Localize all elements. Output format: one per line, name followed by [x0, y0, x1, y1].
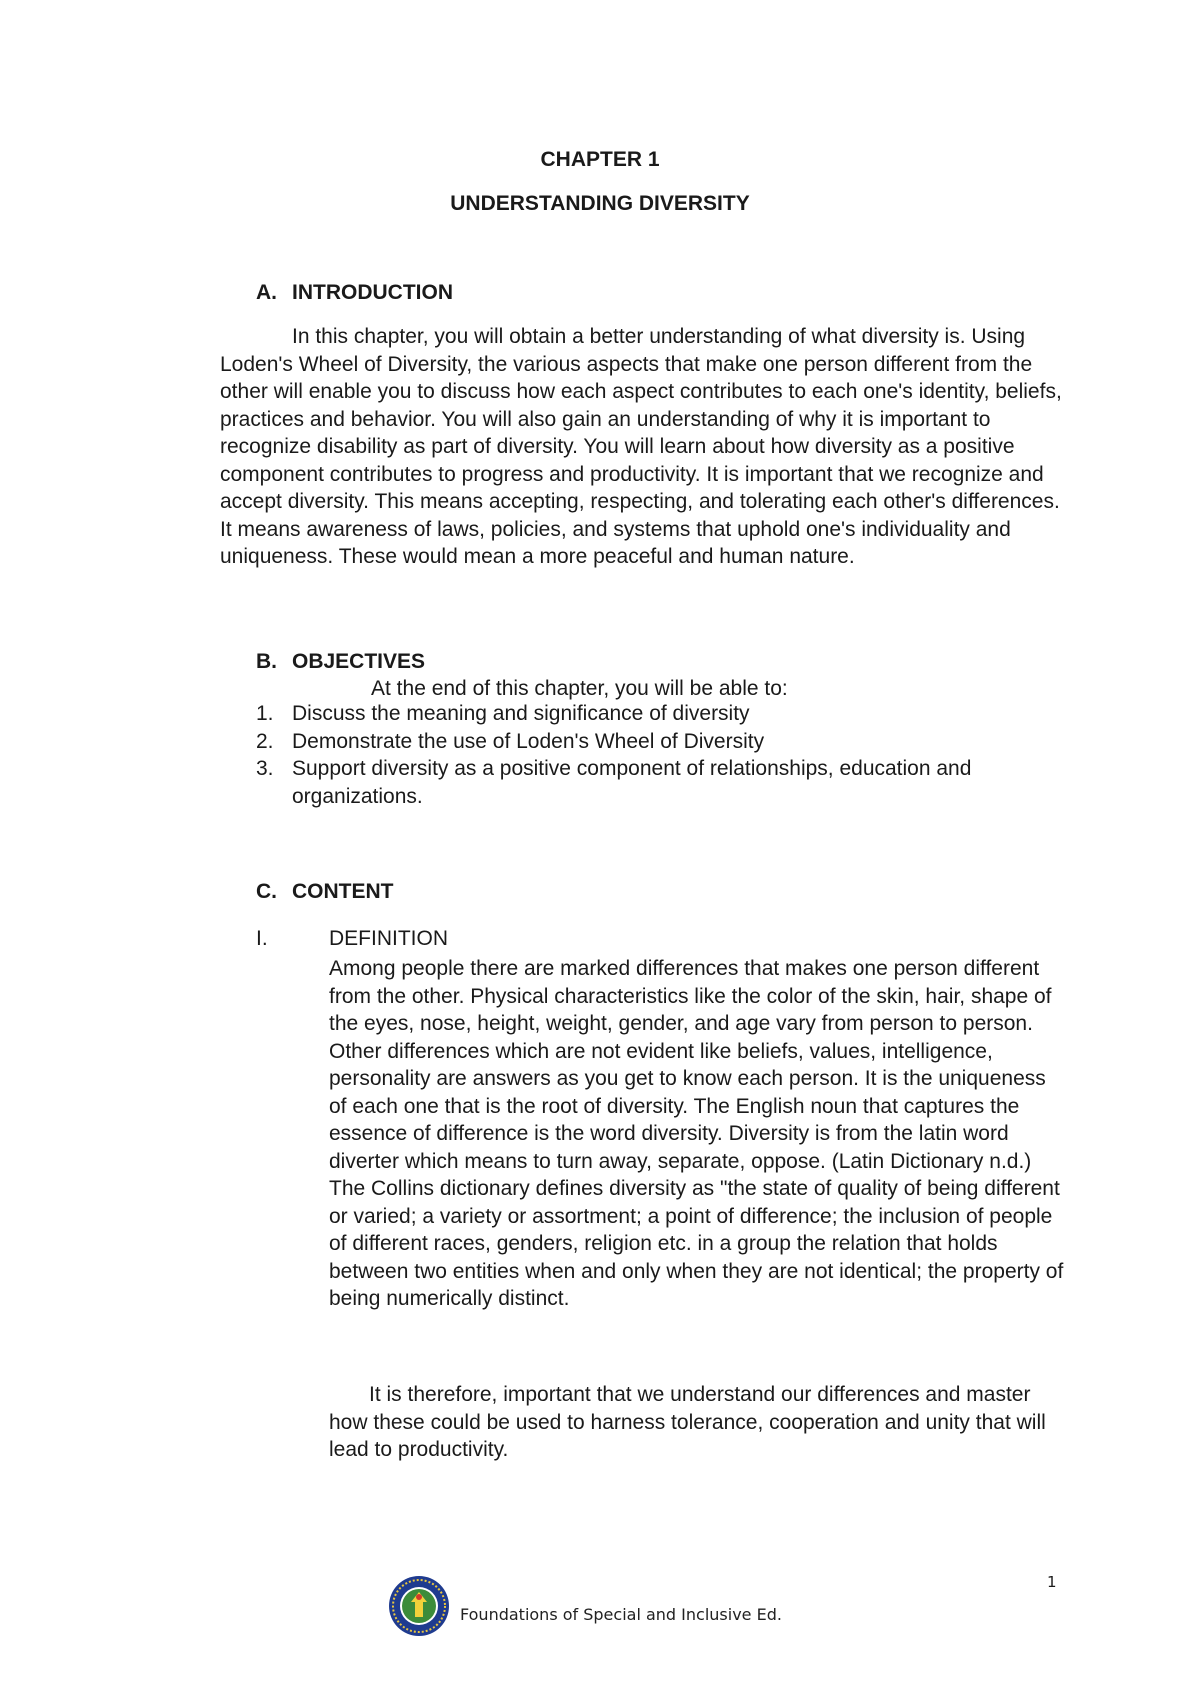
introduction-body: In this chapter, you will obtain a better understanding of what diversity is. Using Loden's Wheel of Diversity, the various aspects that make one person different from the other will enable you to discuss how each aspect contributes to each one's identity, beliefs, practices and behavior. You will also gain an understanding of why it is important to recognize disability as part of diversity. You will learn about how diversity as a positive component contributes to progress and productivity. It is important that we recognize and accept diversity. This means accepting, respecting, and tolerating each other's differences. It means awareness of laws, policies, and systems that uphold one's individuality and uniqueness. These would mean a more peaceful and human nature. [220, 325, 1062, 568]
page-footer [388, 1575, 782, 1637]
objective-item: 1. Discuss the meaning and significance of diversity [256, 702, 750, 725]
university-seal-icon [388, 1575, 450, 1637]
chapter-number: CHAPTER 1 [540, 148, 660, 171]
definition-paragraph: Among people there are marked differences that makes one person different from the other. Physical characteristics like the color of the skin, hair, shape of the eyes, nose, height, weight, gender, and age vary from person to person. Other differences which are not evident like beliefs, values, intelligence, personality are answers as you get to know each person. It is the uniqueness of each one that is the root of diversity. The English noun that captures the essence of difference is the word diversity. Diversity is from the latin word diverter which means to turn away, separate, oppose. (Latin Dictionary n.d.) The Collins dictionary defines diversity as "the state of quality of being different or varied; a variety or assortment; a point of difference; the inclusion of people of different races, genders, religion etc. in a group the relation that holds between two entities when and only when they are not identical; the property of being numerically distinct. [329, 957, 1064, 1310]
chapter-title: UNDERSTANDING DIVERSITY [450, 192, 750, 215]
definition-conclusion: It is therefore, important that we understand our differences and master how these could be used to harness tolerance, cooperation and unity that will lead to productivity. [329, 1383, 1046, 1461]
page-number: 1 [1047, 1573, 1057, 1591]
objectives-heading [256, 650, 425, 674]
objectives-lead: At the end of this chapter, you will be able to: [371, 677, 788, 700]
objective-item: 2. Demonstrate the use of Loden's Wheel of Diversity [256, 729, 765, 753]
content-letter: C. [256, 880, 277, 903]
objectives-letter: B. [256, 650, 277, 673]
content-heading [256, 880, 394, 904]
section-title: DEFINITION [329, 927, 448, 950]
objectives-list [256, 700, 1056, 810]
introduction-heading [256, 281, 453, 305]
objectives-heading-text: OBJECTIVES [292, 650, 426, 673]
introduction-heading-text: INTRODUCTION [292, 281, 453, 304]
footer-text: Foundations of Special and Inclusive Ed. [460, 1604, 782, 1624]
section-numeral: I. [256, 927, 268, 950]
objective-item: 3. Support diversity as a positive component of relationships, education and organizations. [256, 757, 972, 808]
content-heading-text: CONTENT [292, 880, 394, 903]
introduction-letter: A. [256, 281, 277, 304]
